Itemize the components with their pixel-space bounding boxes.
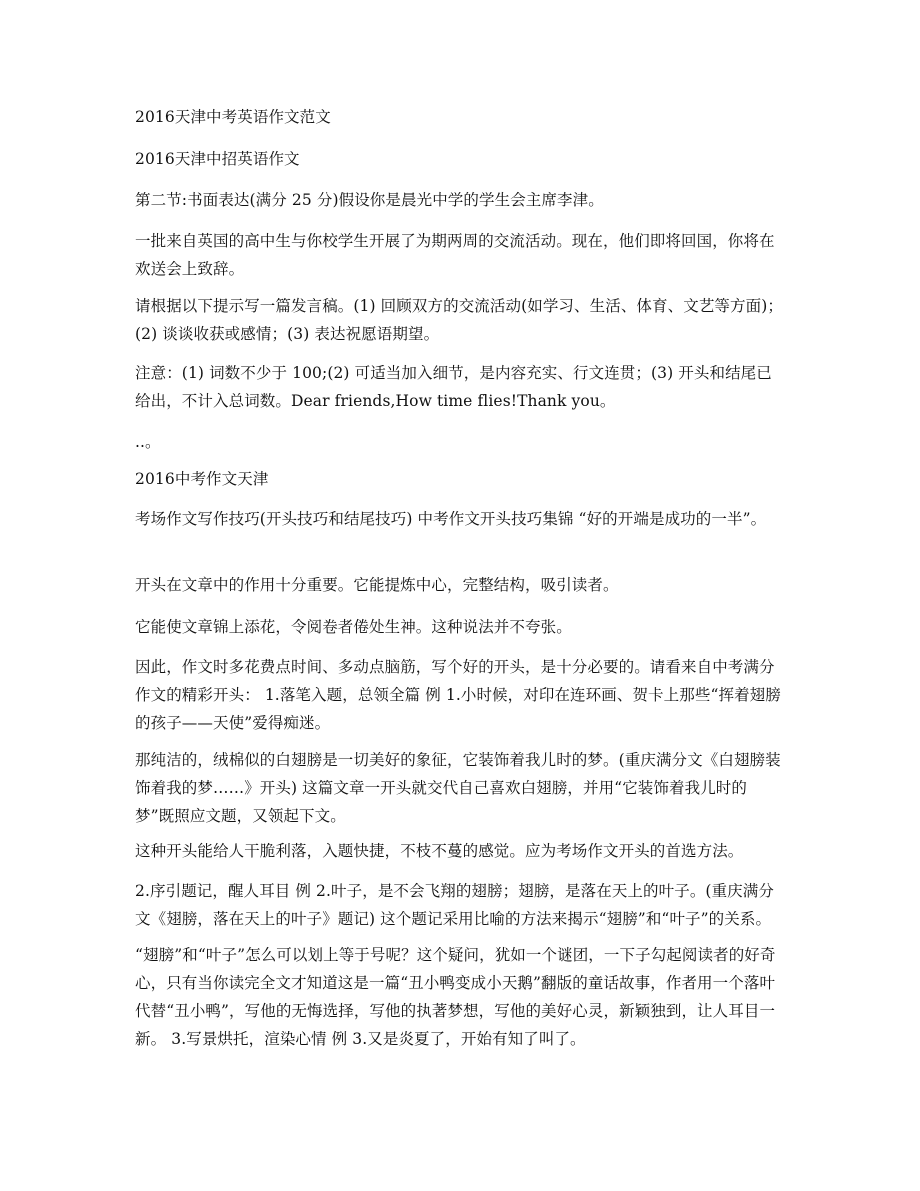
- paragraph: 请根据以下提示写一篇发言稿。(1) 回顾双方的交流活动(如学习、生活、体育、文艺等方面)；(2) 谈谈收获或感情；(3) 表达祝愿语期望。: [135, 297, 783, 343]
- document-title: 2016天津中考英语作文范文: [135, 108, 331, 126]
- paragraph: 开头在文章中的作用十分重要。它能提炼中心，完整结构，吸引读者。: [135, 576, 619, 594]
- paragraph: 那纯洁的，绒棉似的白翅膀是一切美好的象征，它装饰着我儿时的梦。(重庆满分文《白翅膀装饰着我的梦……》开头) 这篇文章一开头就交代自己喜欢白翅膀，并用“它装饰着我儿时的梦”既照应文题，又领起下文。: [135, 751, 781, 825]
- paragraph: 一批来自英国的高中生与你校学生开展了为期两周的交流活动。现在，他们即将回国，你将在欢送会上致辞。: [135, 232, 775, 278]
- paragraph: 2.序引题记，醒人耳目 例 2.叶子，是不会飞翔的翅膀；翅膀，是落在天上的叶子。(重庆满分文《翅膀，落在天上的叶子》题记) 这个题记采用比喻的方法来揭示“翅膀”和“叶子”的关系。: [135, 882, 774, 928]
- section-heading: 2016中考作文天津: [135, 470, 269, 488]
- paragraph: “翅膀”和“叶子”怎么可以划上等于号呢？这个疑问，犹如一个谜团，一下子勾起阅读者的好奇心，只有当你读完全文才知道这是一篇“丑小鸭变成小天鹅”翻版的童话故事，作者用一个落叶代替“丑小鸭”，写他的无悔选择，写他的执著梦想，写他的美好心灵，新颖独到，让人耳目一新。 3.写景烘托，渲染心情 例 3.又是炎夏了，开始有知了叫了。: [135, 946, 776, 1048]
- paragraph: 因此，作文时多花费点时间、多动点脑筋，写个好的开头，是十分必要的。请看来自中考满分作文的精彩开头： 1.落笔入题，总领全篇 例 1.小时候，对印在连环画、贺卡上那些“挥着翅膀的孩子——天使”爱得痴迷。: [135, 658, 781, 732]
- paragraph: 这种开头能给人干脆利落，入题快捷，不枝不蔓的感觉。应为考场作文开头的首选方法。: [135, 842, 744, 860]
- paragraph: 考场作文写作技巧(开头技巧和结尾技巧) 中考作文开头技巧集锦 “好的开端是成功的一半”。: [135, 510, 767, 528]
- document-subtitle: 2016天津中招英语作文: [135, 150, 300, 168]
- paragraph: 它能使文章锦上添花，令阅卷者倦处生神。这种说法并不夸张。: [135, 618, 572, 636]
- paragraph: 注意：(1) 词数不少于 100;(2) 可适当加入细节，是内容充实、行文连贯；(3) 开头和结尾已给出，不计入总词数。Dear friends,How time flies!Thank you。: [135, 364, 772, 410]
- paragraph: 第二节:书面表达(满分 25 分)假设你是晨光中学的学生会主席李津。: [135, 191, 604, 209]
- paragraph: ..。: [135, 433, 161, 451]
